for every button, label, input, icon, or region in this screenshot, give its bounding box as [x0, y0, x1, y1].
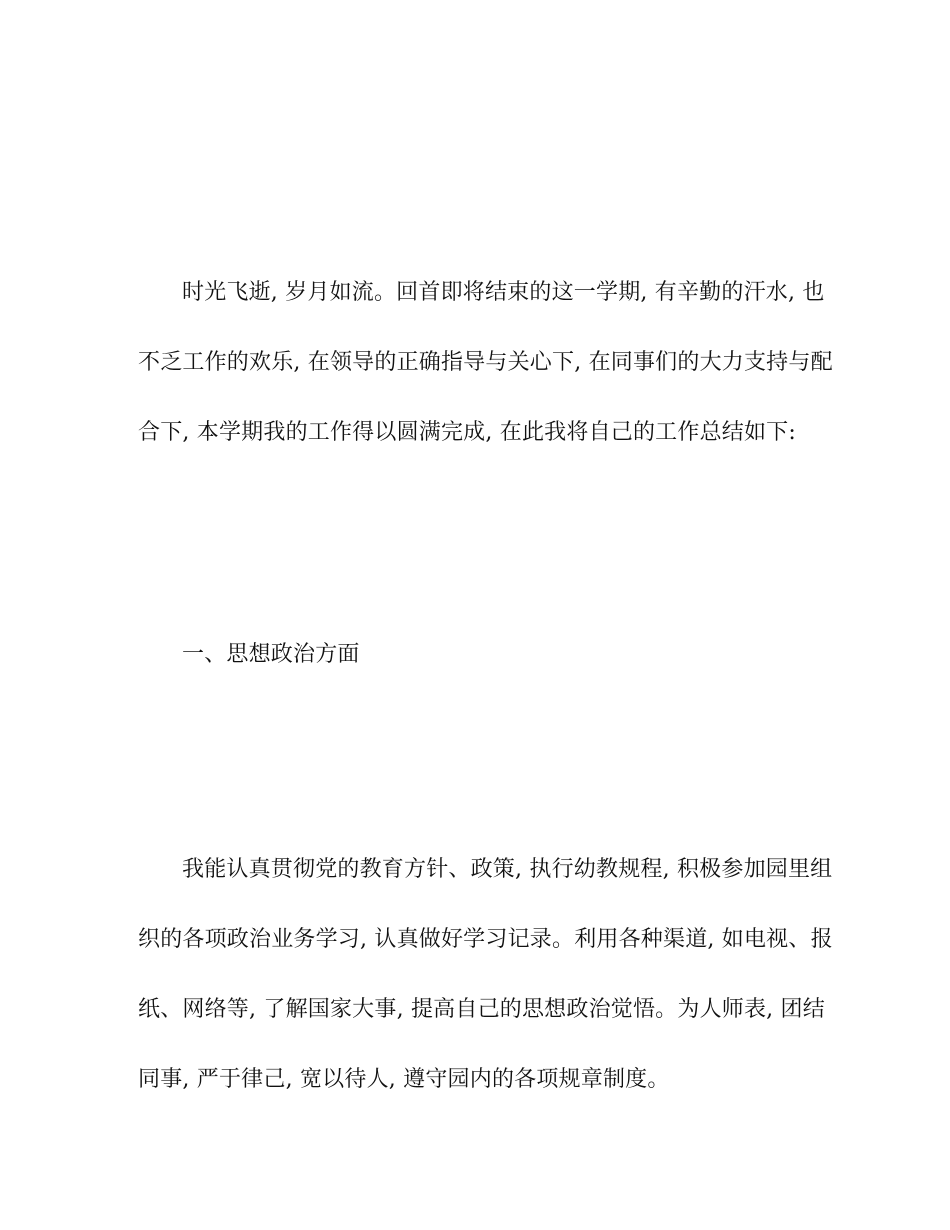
paragraph-line: 织的各项政治业务学习, 认真做好学习记录。利用各种渠道, 如电视、报: [138, 927, 833, 952]
paragraph-line: 时光飞逝, 岁月如流。回首即将结束的这一学期, 有辛勤的汗水, 也: [182, 280, 825, 305]
paragraph-line: 我能认真贯彻党的教育方针、政策, 执行幼教规程, 积极参加园里组: [182, 857, 833, 882]
paragraph-line: 纸、网络等, 了解国家大事, 提高自己的思想政治觉悟。为人师表, 团结: [138, 997, 825, 1022]
paragraph-line: 同事, 严于律己, 宽以待人, 遵守园内的各项规章制度。: [138, 1067, 670, 1092]
paragraph-line: 合下, 本学期我的工作得以圆满完成, 在此我将自己的工作总结如下:: [138, 420, 796, 445]
paragraph-line: 不乏工作的欢乐, 在领导的正确指导与关心下, 在同事们的大力支持与配: [138, 350, 833, 375]
section-heading: 一、思想政治方面: [182, 642, 360, 667]
